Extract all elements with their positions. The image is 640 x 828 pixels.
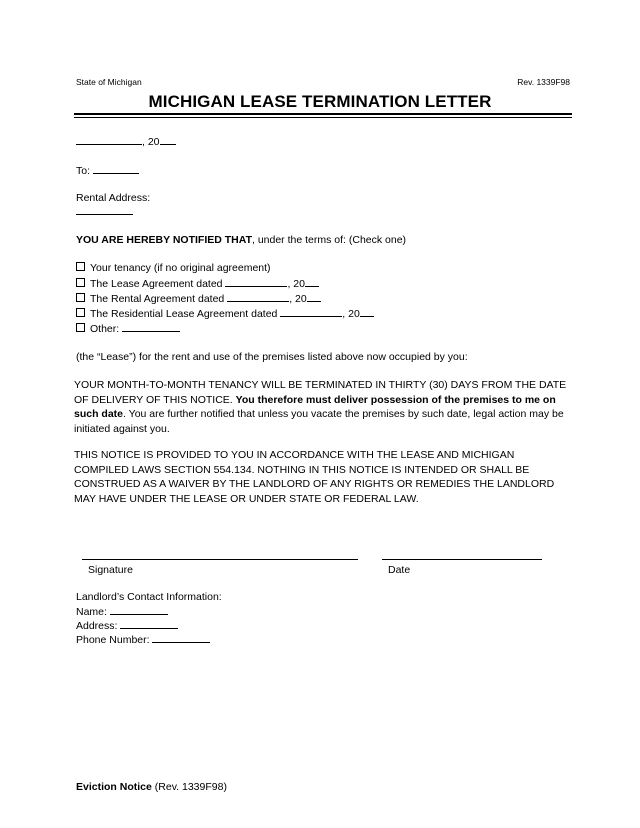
date-blank[interactable]: [225, 276, 287, 287]
date-signature-line[interactable]: [382, 559, 542, 560]
option-other: [76, 321, 180, 337]
to-label: To:: [76, 165, 91, 177]
landlord-address-label: Address:: [76, 620, 118, 632]
notified-bold: YOU ARE HEREBY NOTIFIED THAT: [76, 234, 252, 246]
footer: [76, 780, 227, 795]
landlord-phone-label: Phone Number:: [76, 634, 150, 646]
date-blank[interactable]: [76, 134, 142, 145]
date-line: [76, 134, 176, 150]
option-label: Other:: [90, 323, 120, 335]
notified-line: [76, 233, 406, 248]
recipient-blank[interactable]: [93, 163, 139, 174]
date-blank[interactable]: [227, 291, 289, 302]
document-title: MICHIGAN LEASE TERMINATION LETTER: [148, 92, 492, 111]
date-blank[interactable]: [280, 306, 342, 317]
termination-bold: You therefore must deliver possession of the premises to me on such date: [74, 393, 556, 420]
other-blank[interactable]: [122, 321, 180, 332]
termination-paragraph: [74, 378, 570, 436]
option-year: , 20: [287, 278, 305, 290]
date-label: Date: [388, 564, 411, 576]
year-blank[interactable]: [160, 134, 176, 145]
footer-bold: Eviction Notice: [76, 781, 152, 793]
footer-rest: (Rev. 1339F98): [151, 781, 227, 793]
compliance-paragraph: THIS NOTICE IS PROVIDED TO YOU IN ACCORDANCE WITH THE LEASE AND MICHIGAN COMPILED LAWS SECTION 554.134. NOTHING IN THIS NOTICE IS INTENDED OR SHALL BE CONSTRUED AS A WAIVER BY THE LANDLORD OF ANY RIGHTS OR REMEDIES THE LANDLORD MAY HAVE UNDER THE LEASE OR UNDER STATE OR FEDERAL LAW.: [74, 449, 555, 505]
option-residential-lease: [76, 306, 374, 322]
rental-address-line: [76, 204, 133, 220]
checkbox[interactable]: [76, 323, 85, 332]
option-label: Your tenancy (if no original agreement): [90, 262, 271, 274]
landlord-heading: Landlord’s Contact Information:: [76, 591, 222, 603]
termination-end: . You are further notified that unless you vacate the premises by such date, legal action may be initiated against you.: [74, 408, 564, 435]
state-label: State of Michigan: [76, 77, 142, 87]
year-blank[interactable]: [360, 306, 374, 317]
landlord-phone-line: [76, 632, 210, 648]
title-rule-thick: [74, 113, 572, 115]
date-year-prefix: , 20: [142, 136, 160, 148]
option-rental-agreement: [76, 291, 321, 307]
checkbox[interactable]: [76, 278, 85, 287]
revision-label: Rev. 1339F98: [517, 77, 570, 87]
option-label: The Lease Agreement dated: [90, 278, 223, 290]
landlord-name-blank[interactable]: [110, 604, 168, 615]
landlord-name-label: Name:: [76, 606, 107, 618]
year-blank[interactable]: [305, 276, 319, 287]
checkbox[interactable]: [76, 262, 85, 271]
option-year: , 20: [289, 293, 307, 305]
rental-address-blank[interactable]: [76, 204, 133, 215]
title-rule-thin: [74, 117, 572, 118]
checkbox[interactable]: [76, 293, 85, 302]
signature-line[interactable]: [82, 559, 358, 560]
option-year: , 20: [342, 308, 360, 320]
rental-address-label: Rental Address:: [76, 192, 151, 204]
option-label: The Residential Lease Agreement dated: [90, 308, 278, 320]
landlord-phone-blank[interactable]: [152, 632, 210, 643]
lease-definition: (the “Lease”) for the rent and use of the premises listed above now occupied by you:: [76, 351, 468, 363]
year-blank[interactable]: [307, 291, 321, 302]
checkbox[interactable]: [76, 308, 85, 317]
option-label: The Rental Agreement dated: [90, 293, 225, 305]
to-line: [76, 163, 139, 179]
termination-caps: YOUR MONTH-TO-MONTH TENANCY WILL BE TERMINATED IN THIRTY (30) DAYS FROM THE DATE OF DELIVERY OF THIS NOTICE.: [74, 379, 567, 406]
notified-rest: , under the terms of: (Check one): [251, 234, 407, 246]
landlord-address-blank[interactable]: [120, 618, 178, 629]
signature-label: Signature: [88, 564, 133, 576]
option-lease-agreement: [76, 276, 319, 292]
option-tenancy: [76, 261, 271, 276]
